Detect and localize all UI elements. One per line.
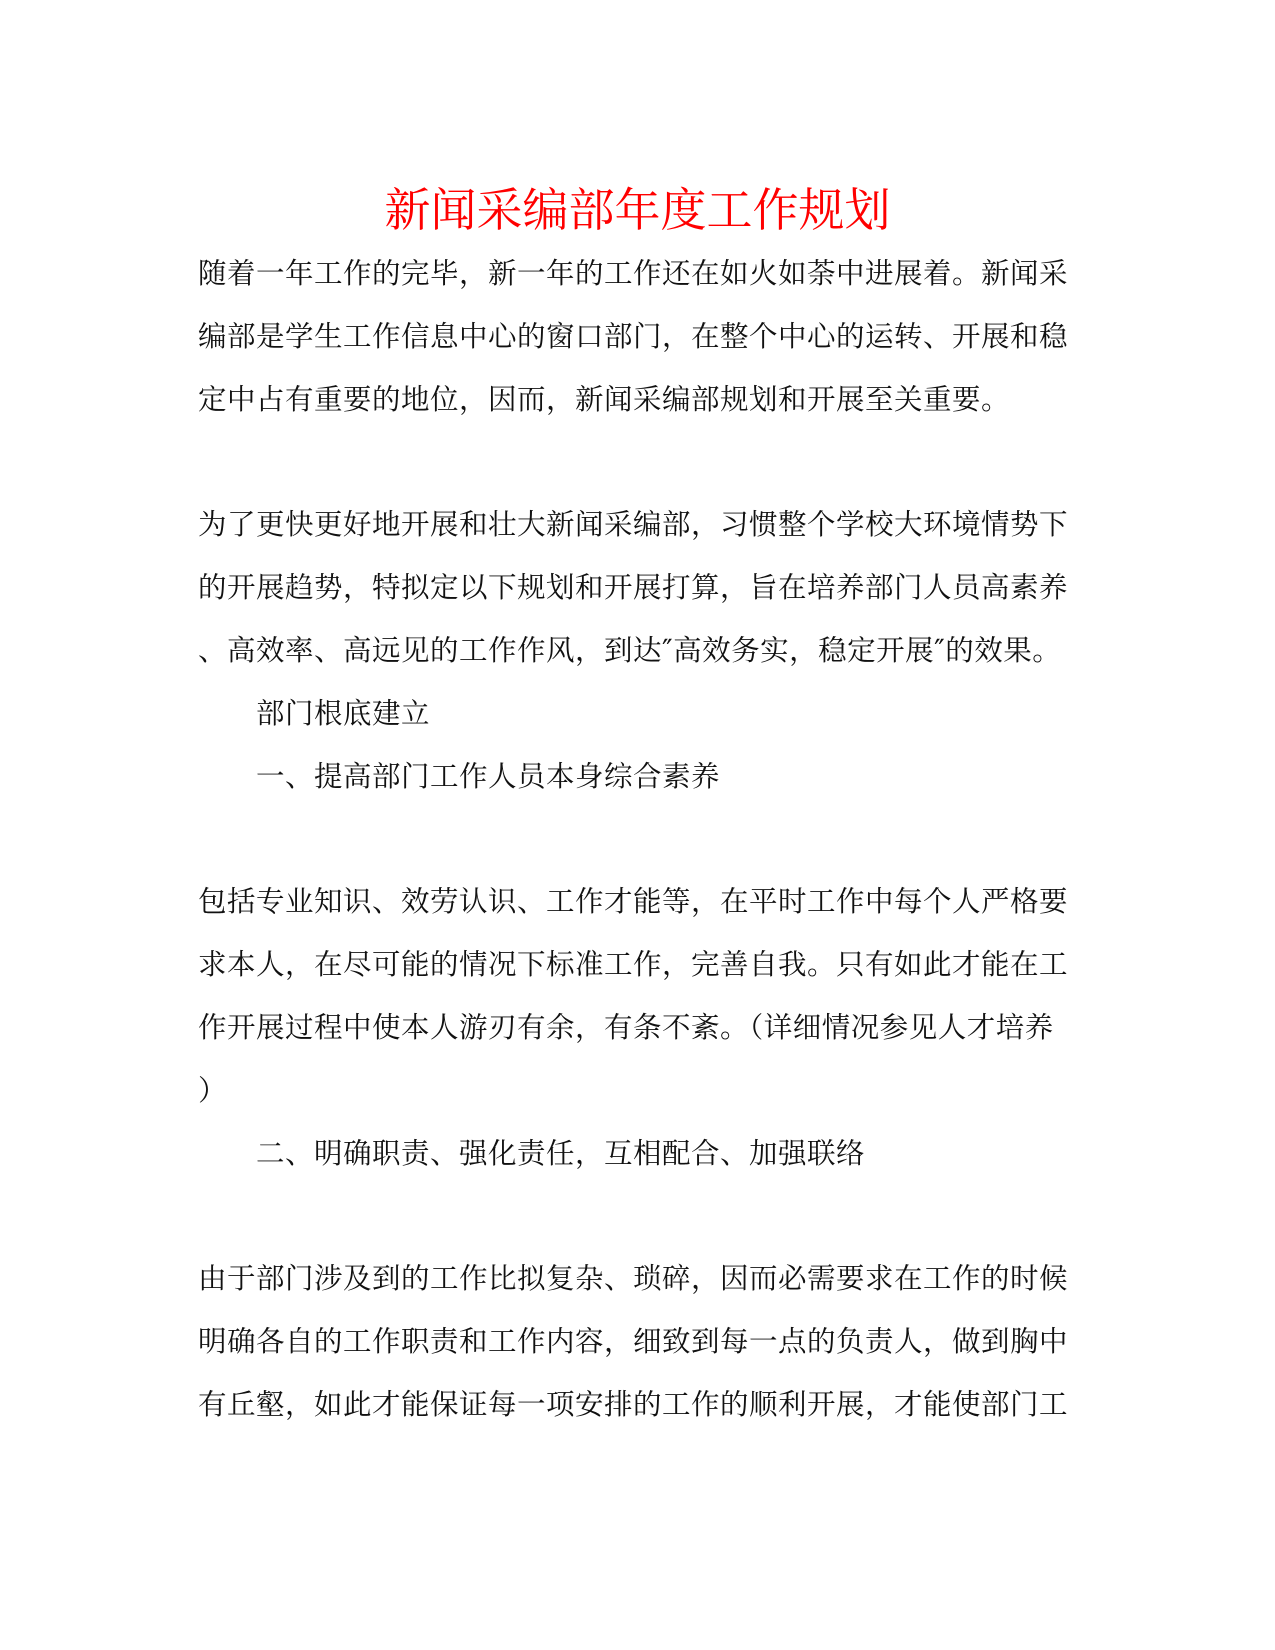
paragraph-line: 求本人，在尽可能的情况下标准工作，完善自我。只有如此才能在工 <box>198 948 1069 981</box>
paragraph-line: 的开展趋势，特拟定以下规划和开展打算，旨在培养部门人员高素养 <box>198 571 1069 604</box>
paragraph-line: 包括专业知识、效劳认识、工作才能等，在平时工作中每个人严格要 <box>198 885 1069 918</box>
document-title: 新闻采编部年度工作规划 <box>384 183 891 237</box>
paragraph-line: 定中占有重要的地位，因而，新闻采编部规划和开展至关重要。 <box>198 383 1011 416</box>
paragraph-line: 由于部门涉及到的工作比拟复杂、琐碎，因而必需要求在工作的时候 <box>198 1262 1069 1295</box>
paragraph-line: 为了更快更好地开展和壮大新闻采编部，习惯整个学校大环境情势下 <box>198 508 1069 541</box>
paragraph-line: 明确各自的工作职责和工作内容，细致到每一点的负责人，做到胸中 <box>198 1325 1069 1358</box>
section-heading: 二、明确职责、强化责任，互相配合、加强联络 <box>256 1137 866 1170</box>
paragraph-line: 随着一年工作的完毕，新一年的工作还在如火如荼中进展着。新闻采 <box>198 257 1069 290</box>
paragraph-line: ） <box>198 1074 228 1107</box>
paragraph-line: 作开展过程中使本人游刃有余，有条不紊。（详细情况参见人才培养 <box>198 1011 1054 1044</box>
section-heading: 一、提高部门工作人员本身综合素养 <box>256 760 721 793</box>
paragraph-line: 、高效率、高远见的工作作风，到达″高效务实，稳定开展″的效果。 <box>198 634 1062 667</box>
paragraph-line: 编部是学生工作信息中心的窗口部门，在整个中心的运转、开展和稳 <box>198 320 1069 353</box>
section-heading: 部门根底建立 <box>256 697 431 730</box>
paragraph-line: 有丘壑，如此才能保证每一项安排的工作的顺利开展，才能使部门工 <box>198 1388 1069 1421</box>
